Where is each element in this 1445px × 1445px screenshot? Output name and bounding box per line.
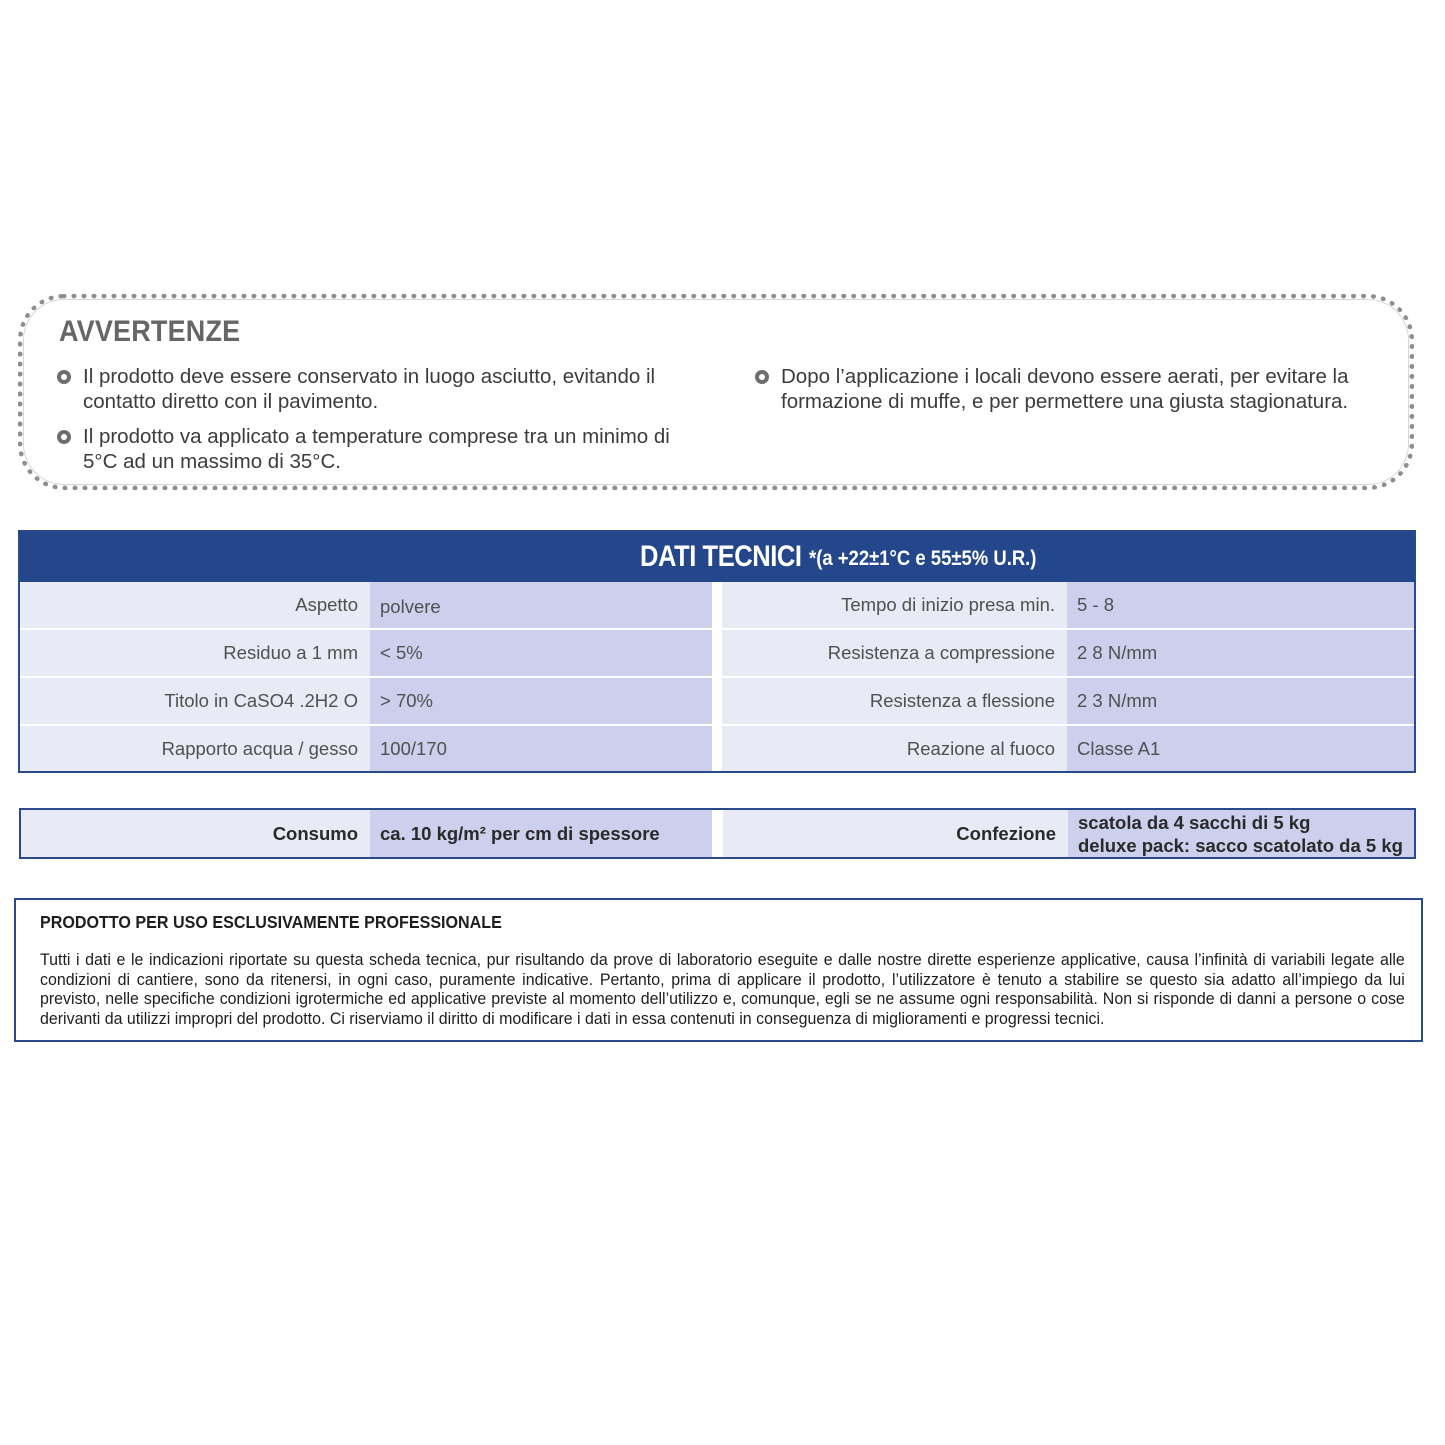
row-value: > 70% (370, 678, 712, 724)
row-label: Resistenza a compressione (722, 630, 1067, 676)
bullet-icon (755, 370, 769, 384)
technical-data-header (20, 532, 1414, 582)
bullet-icon (57, 430, 71, 444)
table-row (20, 582, 712, 630)
packaging-value (1068, 810, 1414, 857)
row-label: Resistenza a flessione (722, 678, 1067, 724)
row-value: < 5% (370, 630, 712, 676)
warnings-title: AVVERTENZE (59, 315, 241, 348)
warning-text: Dopo l’applicazione i locali devono essere aerati, per evitare la formazione di muffe, e per permettere una giusta stagionatura. (781, 365, 1349, 413)
warning-text: Il prodotto deve essere conservato in luogo asciutto, evitando il contatto diretto con il pavimento. (83, 365, 656, 413)
table-row (722, 726, 1414, 771)
professional-notice (14, 898, 1423, 1042)
row-value: 100/170 (370, 726, 712, 771)
table-row (722, 678, 1414, 726)
consumption-value: ca. 10 kg/m² per cm di spessore (370, 810, 712, 857)
table-row (722, 582, 1414, 630)
row-value: polvere (370, 582, 712, 628)
consumption-label: Consumo (21, 810, 370, 857)
row-label: Titolo in CaSO4 .2H2 O (20, 678, 370, 724)
technical-data-conditions: *(a +22±1°C e 55±5% U.R.) (809, 547, 1037, 570)
table-row (20, 630, 712, 678)
warning-item (57, 424, 697, 474)
technical-data-table (18, 530, 1416, 773)
table-row (20, 726, 712, 771)
notice-text: Tutti i dati e le indicazioni riportate su questa scheda tecnica, pur risultando da prove di laboratorio eseguite e dalle nostre dirette esperienze applicative, causa l’infinità di variabili legate alle condizioni di cantiere, sono da ritenersi, in ogni caso, puramente indicative. Pertanto, prima di applicare il prodotto, l’utilizzatore è tenuto a stabilire se questo sia adatto all’impiego da lui previsto, nelle specifiche condizioni igrotermiche ed applicative previste al momento dell’utilizzo e, comunque, egli se ne assume ogni responsabilità. Non si risponde di danni a persone o cose derivanti da utilizzi impropri del prodotto. Ci riserviamo il diritto di modificare i dati in essa contenuti in conseguenza di miglioramenti e progressi tecnici. (40, 950, 1405, 1028)
technical-data-title: DATI TECNICI (640, 540, 802, 573)
consumption-packaging-strip (19, 808, 1416, 859)
packaging-line: scatola da 4 sacchi di 5 kg (1078, 811, 1311, 833)
row-value: 2 8 N/mm (1067, 630, 1414, 676)
row-label: Residuo a 1 mm (20, 630, 370, 676)
warning-item (755, 364, 1395, 414)
row-label: Aspetto (20, 582, 370, 628)
column-divider (712, 582, 722, 771)
warning-item (57, 364, 697, 414)
row-label: Tempo di inizio presa min. (722, 582, 1067, 628)
warnings-box (18, 294, 1414, 490)
table-row (722, 630, 1414, 678)
packaging-label: Confezione (723, 810, 1068, 857)
table-row (20, 678, 712, 726)
row-value: Classe A1 (1067, 726, 1414, 771)
bullet-icon (57, 370, 71, 384)
row-label: Reazione al fuoco (722, 726, 1067, 771)
row-value: 2 3 N/mm (1067, 678, 1414, 724)
notice-title: PRODOTTO PER USO ESCLUSIVAMENTE PROFESSIONALE (40, 912, 502, 932)
row-label: Rapporto acqua / gesso (20, 726, 370, 771)
warning-text: Il prodotto va applicato a temperature comprese tra un minimo di 5°C ad un massimo di 35°C. (83, 425, 670, 473)
row-value: 5 - 8 (1067, 582, 1414, 628)
packaging-line: deluxe pack: sacco scatolato da 5 kg (1078, 834, 1403, 856)
